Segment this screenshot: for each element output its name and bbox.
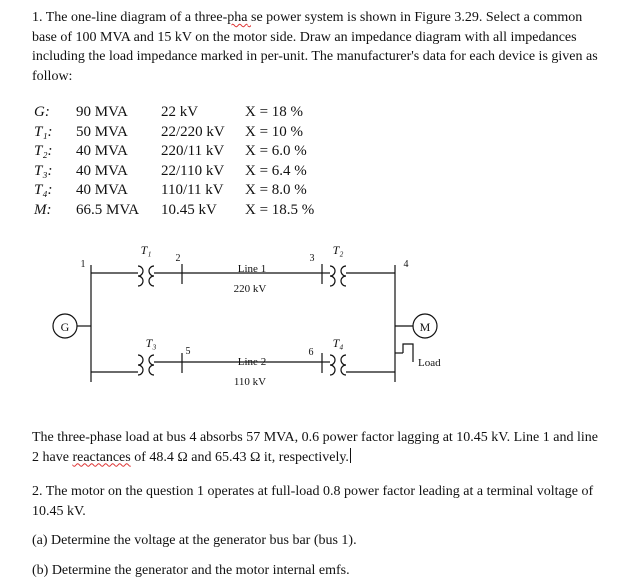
device-mva: 40 MVA <box>76 162 128 179</box>
device-data-table <box>34 103 335 220</box>
spell-flag-reactances: reactances <box>72 449 131 465</box>
bus-6-label: 6 <box>308 347 314 358</box>
device-mva: 40 MVA <box>76 143 128 159</box>
text-cursor <box>350 448 351 463</box>
device-x: X = 18.5 % <box>245 201 315 218</box>
device-name: T₃: <box>34 162 53 179</box>
question-1-text: 1. The one-line diagram of a three-pha se power system is shown in Figure 3.29. Select a common base of 100 MVA and 15 kV on the motor side. Draw an impedance diagram with all impedances including the load impedance marked in per-unit. The manufacturer's data for each device is given as follow: <box>32 10 598 84</box>
spell-flag-pha: pha <box>227 10 248 25</box>
t1-primary-coil <box>138 266 143 286</box>
t2-primary-coil <box>330 266 335 286</box>
device-name: T₂: <box>34 143 53 159</box>
t2-secondary-coil <box>341 266 346 286</box>
device-mva: 50 MVA <box>76 123 128 140</box>
device-x: X = 18 % <box>245 104 304 120</box>
device-row <box>34 142 335 162</box>
bus-4-label: 4 <box>403 259 409 270</box>
device-row <box>34 123 335 143</box>
bus-1-label: 1 <box>80 259 86 270</box>
device-kv: 220/11 kV <box>161 143 225 159</box>
device-kv: 110/11 kV <box>161 182 224 198</box>
device-row <box>34 103 335 123</box>
device-name: T₄: <box>34 182 53 198</box>
device-mva: 66.5 MVA <box>76 201 140 218</box>
device-x: X = 8.0 % <box>245 182 307 198</box>
device-row <box>34 162 335 182</box>
device-x: X = 10 % <box>245 123 304 140</box>
line-2-voltage: 110 kV <box>233 376 267 388</box>
motor-label: M <box>419 320 431 334</box>
device-kv: 22 kV <box>161 104 199 120</box>
question-2a-text: (a) Determine the voltage at the generator bus bar (bus 1). <box>32 533 357 548</box>
t1-secondary-coil <box>149 266 154 286</box>
t3-secondary-coil <box>149 355 154 375</box>
device-row <box>34 181 335 201</box>
device-x: X = 6.0 % <box>245 143 307 159</box>
device-row <box>34 201 335 221</box>
device-name: T₁: <box>34 123 53 140</box>
device-kv: 22/220 kV <box>161 123 225 140</box>
load-label: Load <box>418 357 441 369</box>
t4-label: T₄ <box>332 336 344 350</box>
t4-secondary-coil <box>341 355 346 375</box>
device-name: G: <box>34 104 50 120</box>
t1-label: T₁ <box>140 243 152 257</box>
question-2b-text: (b) Determine the generator and the motor internal emfs. <box>32 563 350 578</box>
one-line-diagram <box>50 237 610 397</box>
device-name: M: <box>34 201 52 218</box>
load-symbol <box>403 344 413 362</box>
load-paragraph: The three-phase load at bus 4 absorbs 57 MVA, 0.6 power factor lagging at 10.45 kV. Line 1 and line 2 have reactances of 48.4 Ω and 65.43 Ω it, respectively. <box>32 430 598 465</box>
bus-3-label: 3 <box>309 253 315 264</box>
line-1-voltage: 220 kV <box>233 283 267 295</box>
bus-5-label: 5 <box>185 346 191 357</box>
device-kv: 10.45 kV <box>161 201 217 218</box>
device-x: X = 6.4 % <box>245 162 307 179</box>
line-2-name: Line 2 <box>237 356 267 368</box>
device-mva: 40 MVA <box>76 182 128 198</box>
device-kv: 22/110 kV <box>161 162 225 179</box>
line-1-name: Line 1 <box>237 263 267 275</box>
device-mva: 90 MVA <box>76 104 128 120</box>
t2-label: T₂ <box>332 243 344 257</box>
t3-primary-coil <box>138 355 143 375</box>
question-2-text: 2. The motor on the question 1 operates at full-load 0.8 power factor leading at a terminal voltage of 10.45 kV. <box>32 484 594 519</box>
t3-label: T₃ <box>145 336 157 350</box>
generator-label: G <box>60 320 70 334</box>
t4-primary-coil <box>330 355 335 375</box>
bus-2-label: 2 <box>175 253 181 264</box>
